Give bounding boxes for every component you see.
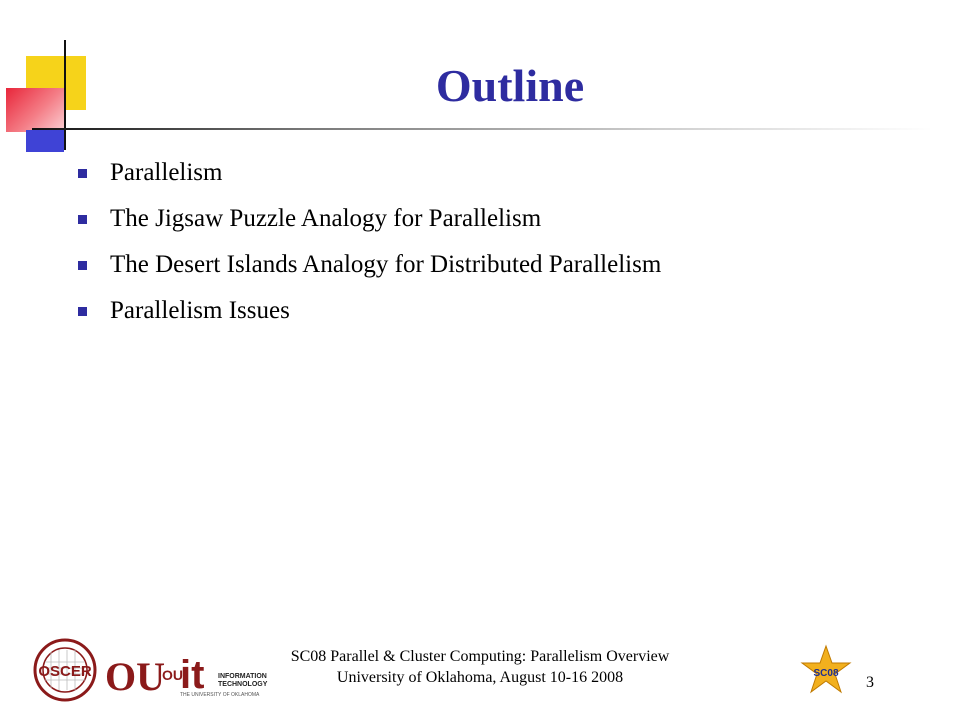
footer-line-1: SC08 Parallel & Cluster Computing: Parallelism Overview — [290, 648, 670, 665]
red-square — [6, 88, 64, 132]
oscer-logo — [20, 638, 110, 702]
bullet-square-icon — [78, 215, 87, 224]
svg-text:TECHNOLOGY: TECHNOLOGY — [218, 681, 268, 688]
slide-title: Outline — [435, 60, 585, 111]
sc08-logo — [800, 644, 852, 696]
bullet-text: Parallelism Issues — [110, 297, 290, 324]
svg-text:SC08: SC08 — [813, 668, 839, 679]
corner-ornament — [0, 0, 120, 160]
bullet-square-icon — [78, 261, 87, 270]
bullet-item — [78, 246, 661, 292]
bullet-square-icon — [78, 307, 87, 316]
title-underline — [32, 128, 932, 130]
ornament-vertical-line — [64, 40, 66, 150]
bullet-text: Parallelism — [110, 159, 223, 186]
page-number: 3 — [866, 674, 874, 691]
footer-text — [220, 646, 740, 688]
footer-line-2: University of Oklahoma, August 10-16 2008 — [336, 669, 624, 686]
svg-text:OU: OU — [162, 667, 183, 683]
bullet-item — [78, 154, 661, 200]
svg-text:THE UNIVERSITY OF OKLAHOMA: THE UNIVERSITY OF OKLAHOMA — [180, 692, 260, 698]
svg-text:INFORMATION: INFORMATION — [218, 673, 267, 680]
svg-text:it: it — [180, 653, 205, 697]
blue-square — [26, 130, 64, 152]
svg-text:OU: OU — [105, 654, 165, 699]
svg-text:OSCER: OSCER — [38, 663, 92, 680]
bullet-square-icon — [78, 169, 87, 178]
bullet-text: The Jigsaw Puzzle Analogy for Parallelism — [110, 205, 542, 232]
bullet-item — [78, 200, 661, 246]
bullet-text: The Desert Islands Analogy for Distributed Parallelism — [110, 251, 662, 278]
ou-logo — [105, 644, 165, 700]
bullet-list — [78, 154, 661, 338]
bullet-item — [78, 292, 661, 338]
